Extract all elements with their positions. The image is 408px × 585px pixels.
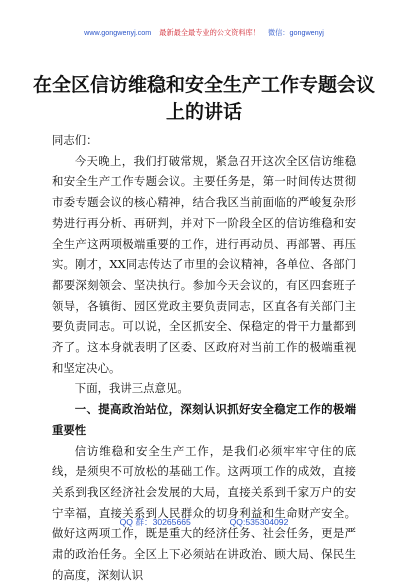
footer-qq-group: QQ 群：30265665 xyxy=(119,517,191,527)
footer-banner xyxy=(0,516,408,528)
paragraph-1: 今天晚上，我们打破常规，紧急召开这次全区信访维稳和安全生产工作专题会议。主要任务是，第一时间传达贯彻市委专题会议的核心精神，结合我区当前面临的严峻复杂形势进行再分析、再研判，并对下一阶段全区的信访维稳和安全生产这两项极端重要的工作，进行再动员、再部署、再压实。刚才，XX同志传达了市里的会议精神，各单位、各部门都要深刻领会、坚决执行。参加今天会议的，有区四套班子领导，各镇街、园区党政主要负责同志，区直各有关部门主要负责同志。可以说，全区抓安全、保稳定的骨干力量都到齐了。这本身就表明了区委、区政府对当前工作的极端重视和坚定决心。 xyxy=(52,153,356,375)
paragraph-3: 信访维稳和安全生产工作，是我们必须牢牢守住的底线，是须臾不可放松的基础工作。这两项工作的成效，直接关系到我区经济社会发展的大局，直接关系到千家万户的安宁幸福，直接关系到人民群众的切身利益和生命财产安全。做好这两项工作，既是重大的经济任务、社会任务，更是严肃的政治任务。全区上下必须站在讲政治、顾大局、保民生的高度，深刻认识 xyxy=(52,443,356,582)
document-title: 在全区信访维稳和安全生产工作专题会议上的讲话 xyxy=(32,74,375,123)
header-wechat: 微信：gongwenyj xyxy=(267,28,324,37)
footer-qq: QQ:535304092 xyxy=(229,517,289,527)
section-heading-1: 一、提高政治站位，深刻认识抓好安全稳定工作的极端重要性 xyxy=(52,402,356,437)
salutation: 同志们： xyxy=(52,133,98,147)
paragraph-2: 下面，我讲三点意见。 xyxy=(74,381,189,396)
header-banner xyxy=(0,28,408,38)
header-site-link[interactable]: www.gongwenyj.com xyxy=(84,28,152,37)
header-slogan: 最新最全最专业的公文资料库！ xyxy=(159,28,260,37)
